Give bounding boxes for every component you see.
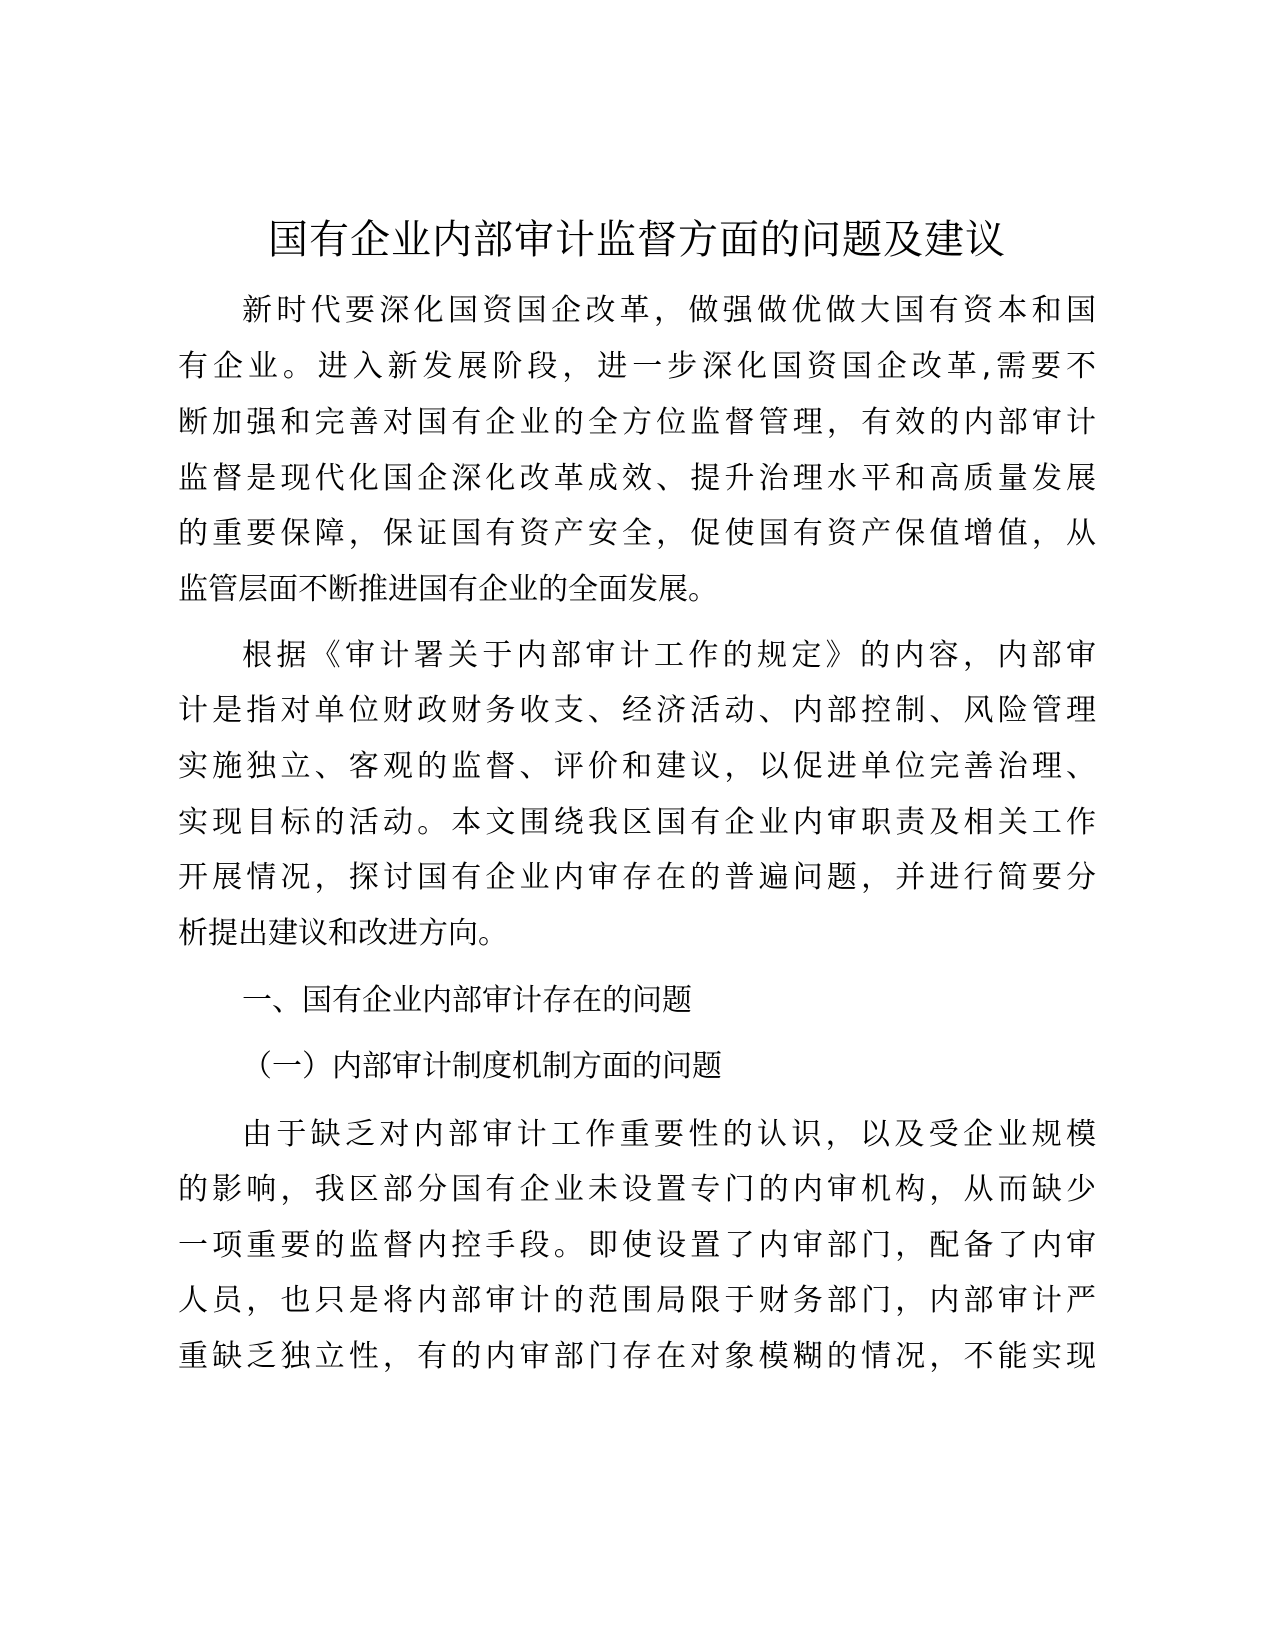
paragraph-3-line-5: 重缺乏独立性，有的内审部门存在对象模糊的情况，不能实现 (178, 1339, 1096, 1374)
paragraph-1-line-5: 的重要保障，保证国有资产安全，促使国有资产保值增值，从 (178, 516, 1096, 551)
paragraph-1-line-1: 新时代要深化国资国企改革，做强做优做大国有资本和国 (242, 293, 1096, 328)
paragraph-1-line-2: 有企业。进入新发展阶段，进一步深化国资国企改革,需要不 (178, 349, 1096, 384)
paragraph-1-line-6: 监管层面不断推进国有企业的全面发展。 (178, 572, 718, 607)
paragraph-2-line-1: 根据《审计署关于内部审计工作的规定》的内容，内部审 (242, 638, 1096, 673)
paragraph-2-line-5: 开展情况，探讨国有企业内审存在的普遍问题，并进行简要分 (178, 860, 1096, 895)
section-heading-1: 一、国有企业内部审计存在的问题 (242, 983, 692, 1018)
paragraph-2-line-6: 析提出建议和改进方向。 (178, 916, 508, 951)
paragraph-3-line-4: 人员，也只是将内部审计的范围局限于财务部门，内部审计严 (178, 1283, 1096, 1318)
paragraph-3-line-1: 由于缺乏对内部审计工作重要性的认识，以及受企业规模 (242, 1117, 1096, 1152)
paragraph-1-line-4: 监督是现代化国企深化改革成效、提升治理水平和高质量发展 (178, 461, 1096, 496)
paragraph-3-line-3: 一项重要的监督内控手段。即使设置了内审部门，配备了内审 (178, 1228, 1096, 1263)
paragraph-2-line-3: 实施独立、客观的监督、评价和建议，以促进单位完善治理、 (178, 749, 1096, 784)
document-title: 国有企业内部审计监督方面的问题及建议 (268, 217, 1006, 263)
subsection-heading-1: （一）内部审计制度机制方面的问题 (242, 1049, 722, 1084)
paragraph-3-line-2: 的影响，我区部分国有企业未设置专门的内审机构，从而缺少 (178, 1172, 1096, 1207)
paragraph-2-line-4: 实现目标的活动。本文围绕我区国有企业内审职责及相关工作 (178, 805, 1096, 840)
paragraph-1-line-3: 断加强和完善对国有企业的全方位监督管理，有效的内部审计 (178, 405, 1096, 440)
paragraph-2-line-2: 计是指对单位财政财务收支、经济活动、内部控制、风险管理 (178, 693, 1096, 728)
